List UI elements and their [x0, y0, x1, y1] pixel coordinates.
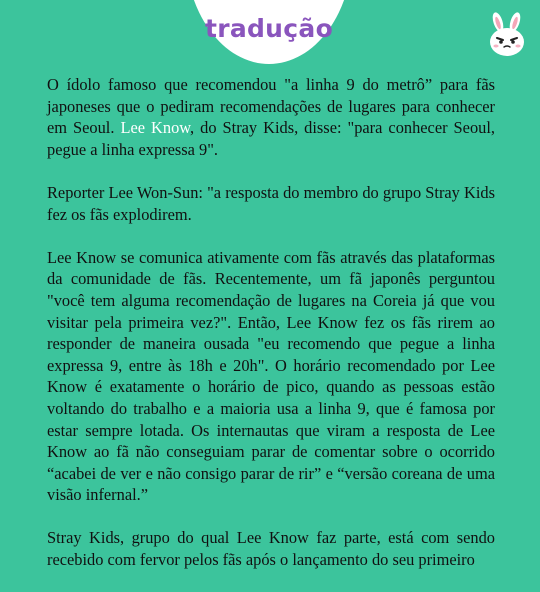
- paragraph-4: Stray Kids, grupo do qual Lee Know faz parte, está com sendo recebido com fervor pelos fãs após o lançamento do seu primeiro: [47, 528, 495, 570]
- paragraph-1: [47, 74, 495, 160]
- paragraph-2: Reporter Lee Won-Sun: "a resposta do membro do grupo Stray Kids fez os fãs explodirem.: [47, 182, 495, 224]
- artist-name-highlight: Lee Know: [120, 118, 191, 138]
- bunny-face-icon: [484, 12, 530, 58]
- paragraph-3: Lee Know se comunica ativamente com fãs através das plataformas da comunidade de fãs. Recentemente, um fã japonês perguntou "você tem alguma recomendação de lugares na Coreia já que vou visitar pela primeira vez?". Então, Lee Know fez os fãs rirem ao responder de maneira ousada "eu recomendo que pegue a linha expressa 9, entre às 18h e 20h". O horário recomendado por Lee Know é exatamente o horário de pico, quando as pessoas estão voltando do trabalho e a maioria usa a linha 9, que é famosa por estar sempre lotada. Os internautas que viram a resposta de Lee Know ao fã não conseguiam parar de comentar sobre o ocorrido “acabei de ver e não consigo parar de rir” e “versão coreana de uma visão infernal.”: [47, 247, 495, 505]
- paragraph-1-text-b: , do Stray Kids, disse: "para conhecer Seoul, pegue a linha expressa 9".: [47, 118, 495, 159]
- paragraph-1-text-a: O ídolo famoso que recomendou "a linha 9 do metrô” para fãs japoneses que o pediram recomendações de lugares para conhecer em Seoul.: [47, 75, 495, 138]
- article-body: [47, 74, 495, 592]
- header-title: tradução: [204, 14, 334, 43]
